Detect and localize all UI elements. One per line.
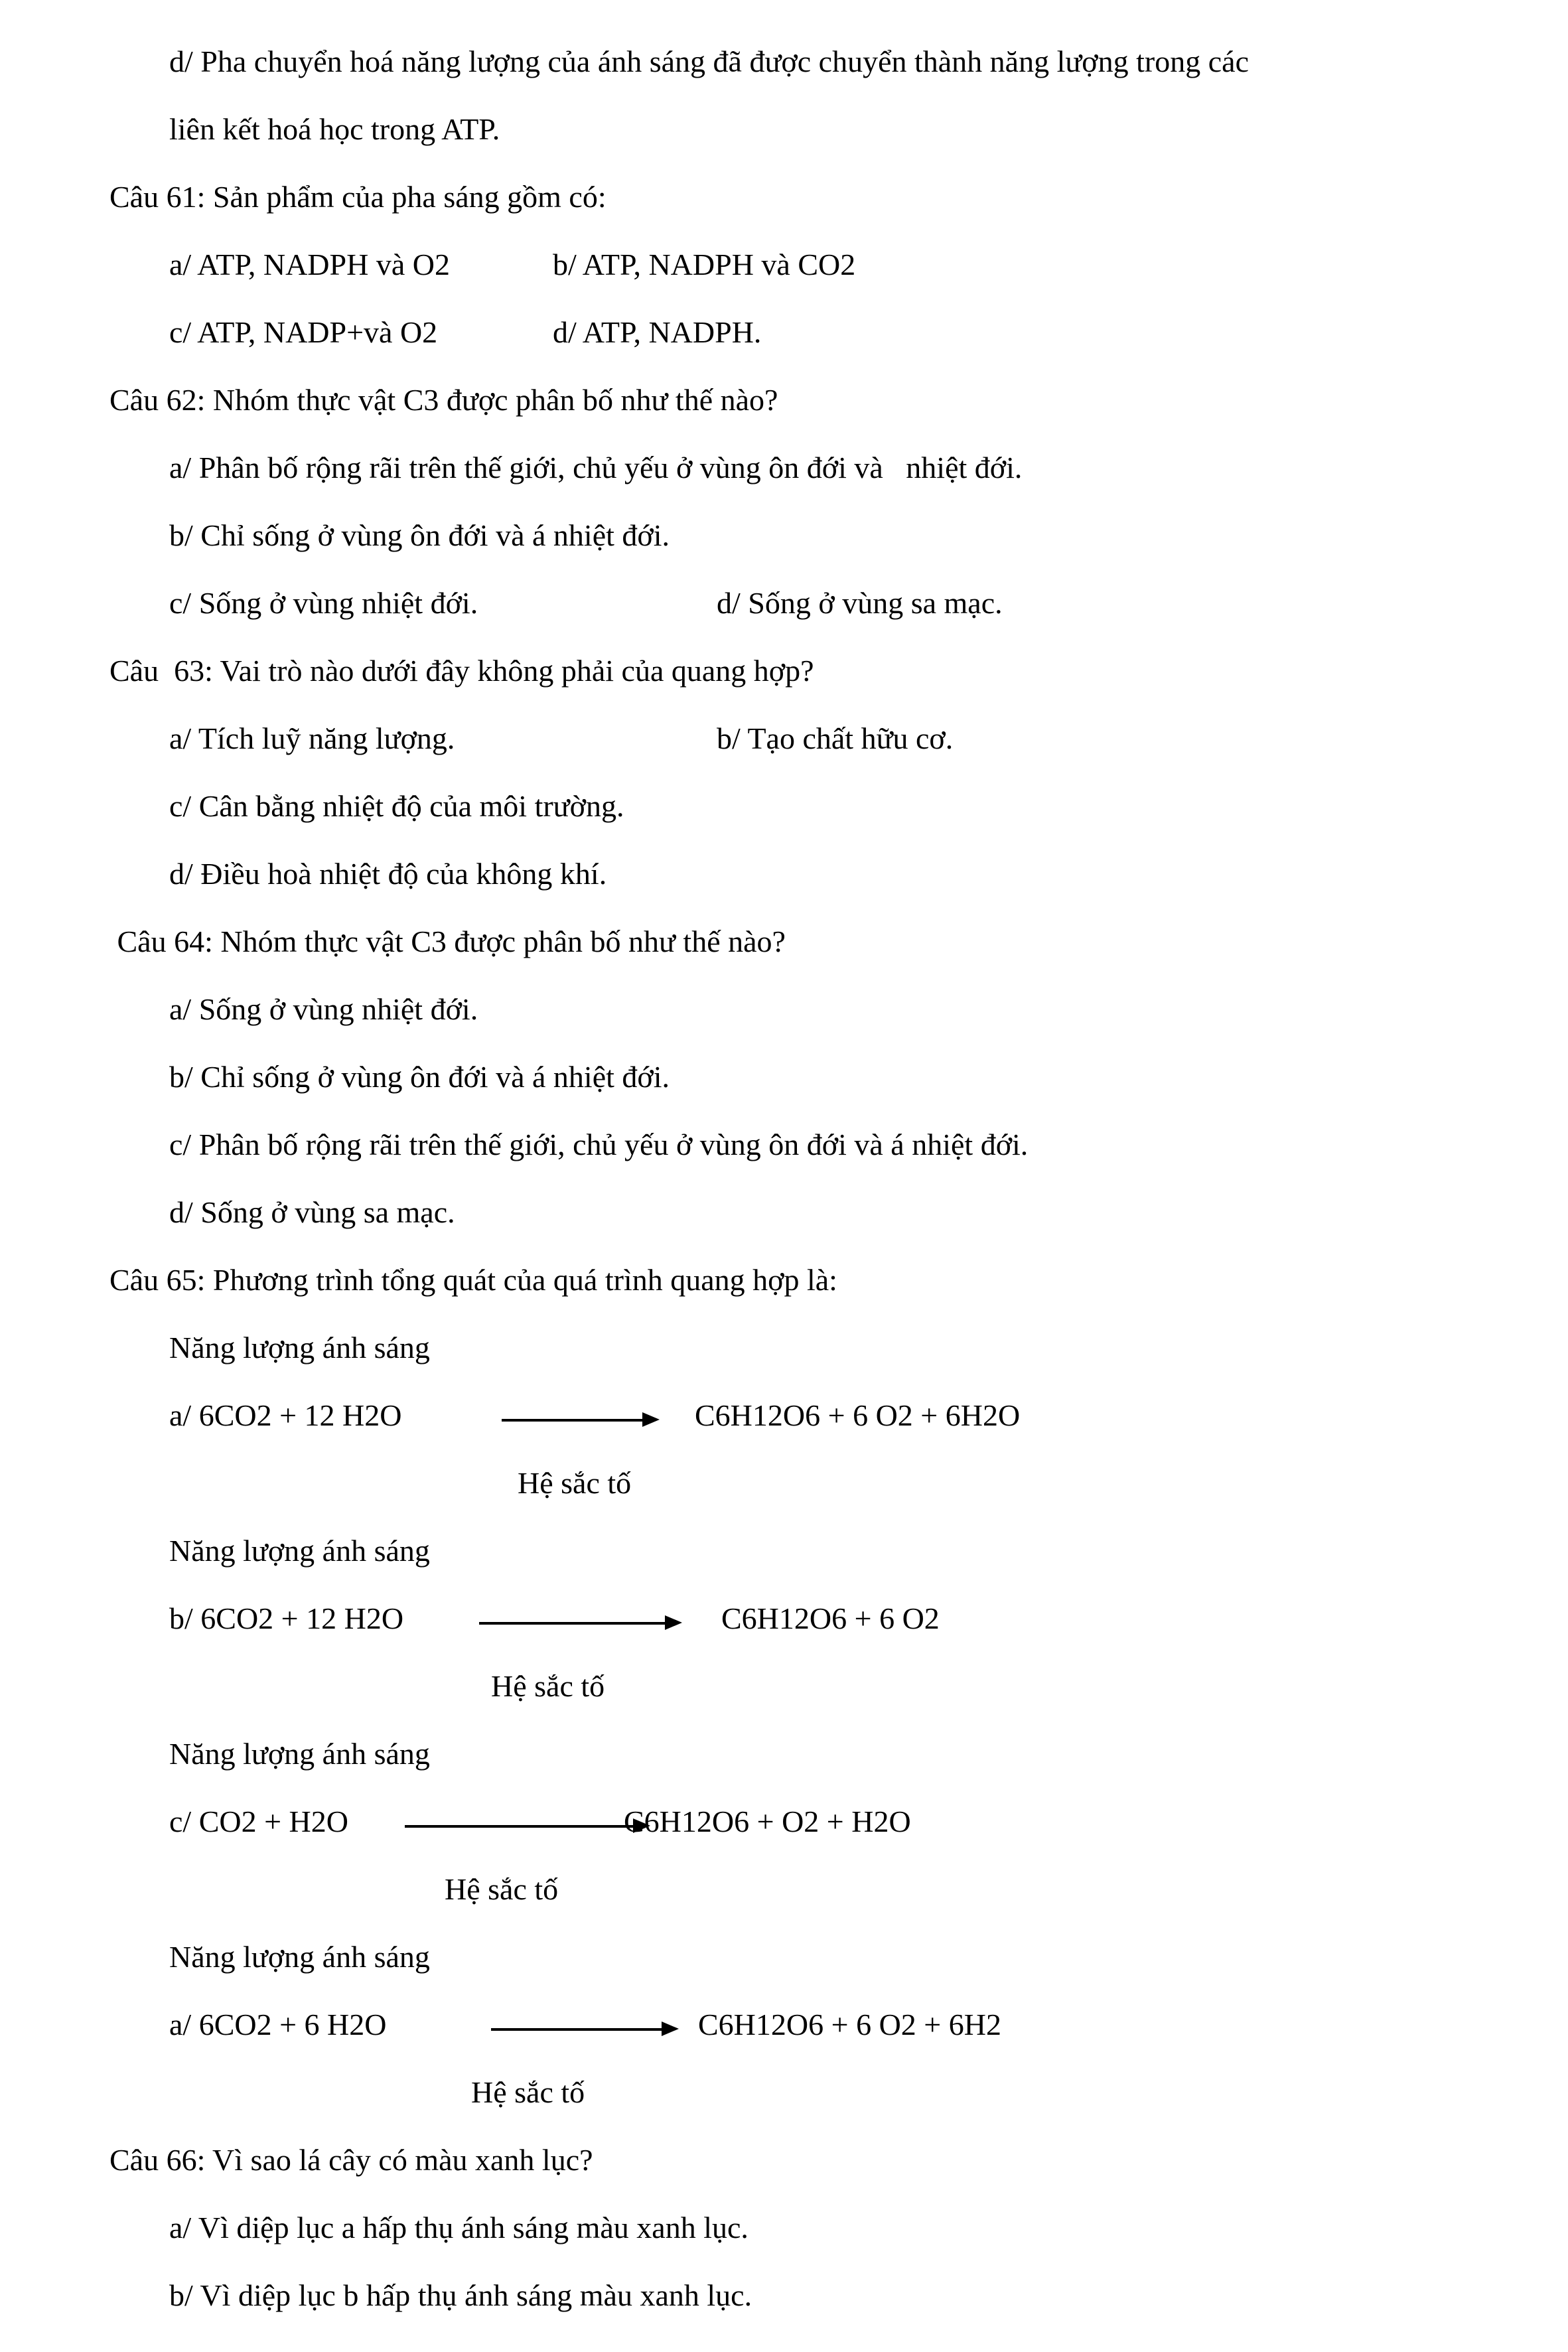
- answer-option: a/ Tích luỹ năng lượng.: [169, 721, 455, 755]
- answer-option: b/ Vì diệp lục b hấp thụ ánh sáng màu xanh lục.: [169, 2278, 752, 2312]
- equation-line: [0, 1991, 1568, 2059]
- equation-energy-label: Năng lượng ánh sáng: [169, 1737, 430, 1771]
- equation-line: [0, 1382, 1568, 1449]
- equation-products: C6H12O6 + 6 O2 + 6H2O: [695, 1398, 1021, 1432]
- answer-option: a/ ATP, NADPH và O2: [169, 248, 450, 281]
- equation-products: C6H12O6 + 6 O2 + 6H2: [698, 2008, 1001, 2041]
- answer-option: a/ Vì diệp lục a hấp thụ ánh sáng màu xanh lục.: [169, 2211, 748, 2244]
- equation-block: [0, 1517, 1568, 1720]
- answer-option-row: [0, 705, 1568, 772]
- equation-energy-label: Năng lượng ánh sáng: [169, 1331, 430, 1364]
- answer-option: c/ Cân bằng nhiệt độ của môi trường.: [169, 789, 624, 823]
- equation-products: C6H12O6 + O2 + H2O: [624, 1804, 911, 1838]
- answer-option: b/ Tạo chất hữu cơ.: [717, 721, 954, 755]
- equation-pigment-label: Hệ sắc tố: [471, 2075, 585, 2109]
- reaction-arrow-icon: [405, 1825, 633, 1828]
- answer-option: d/ Sống ở vùng sa mạc.: [717, 586, 1003, 620]
- question-heading: Câu 62: Nhóm thực vật C3 được phân bố như thế nào?: [109, 383, 778, 417]
- answer-option: a/ Sống ở vùng nhiệt đới.: [169, 992, 478, 1026]
- question-heading: Câu 66: Vì sao lá cây có màu xanh lục?: [109, 2143, 593, 2177]
- question-heading: Câu 63: Vai trò nào dưới đây không phải của quang hợp?: [109, 654, 814, 688]
- equation-block: [0, 1314, 1568, 1517]
- answer-option: a/ Phân bố rộng rãi trên thế giới, chủ yếu ở vùng ôn đới và nhiệt đới.: [169, 451, 1023, 484]
- answer-option: c/ Phân bố rộng rãi trên thế giới, chủ yếu ở vùng ôn đới và á nhiệt đới.: [169, 1128, 1029, 1161]
- answer-option-row: [0, 231, 1568, 299]
- equation-line: [0, 1788, 1568, 1856]
- answer-option: d/ Sống ở vùng sa mạc.: [169, 1195, 455, 1229]
- answer-option: d/ ATP, NADPH.: [553, 315, 762, 349]
- answer-option: d/ Điều hoà nhiệt độ của không khí.: [169, 857, 607, 891]
- answer-option: b/ Chỉ sống ở vùng ôn đới và á nhiệt đới.: [169, 518, 670, 552]
- equation-products: C6H12O6 + 6 O2: [721, 1601, 940, 1635]
- reaction-arrow-icon: [502, 1419, 642, 1422]
- answer-option: liên kết hoá học trong ATP.: [169, 112, 500, 146]
- answer-option: b/ ATP, NADPH và CO2: [553, 248, 856, 281]
- answer-option: b/ Chỉ sống ở vùng ôn đới và á nhiệt đới.: [169, 1060, 670, 1094]
- question-heading: Câu 64: Nhóm thực vật C3 được phân bố như thế nào?: [109, 924, 786, 958]
- equation-reactants: a/ 6CO2 + 6 H2O: [169, 2008, 387, 2041]
- answer-option: c/ Sống ở vùng nhiệt đới.: [169, 586, 478, 620]
- reaction-arrow-icon: [491, 2028, 662, 2031]
- equation-energy-label: Năng lượng ánh sáng: [169, 1940, 430, 1974]
- equation-reactants: c/ CO2 + H2O: [169, 1804, 348, 1838]
- equation-block: [0, 1720, 1568, 1923]
- equation-reactants: b/ 6CO2 + 12 H2O: [169, 1601, 404, 1635]
- answer-option: d/ Pha chuyển hoá năng lượng của ánh sáng đã được chuyển thành năng lượng trong các: [169, 44, 1249, 78]
- question-heading: Câu 65: Phương trình tổng quát của quá trình quang hợp là:: [109, 1263, 837, 1297]
- equation-line: [0, 1585, 1568, 1653]
- answer-option-row: [0, 569, 1568, 637]
- answer-option: c/ ATP, NADP+và O2: [169, 315, 438, 349]
- equation-pigment-label: Hệ sắc tố: [491, 1669, 605, 1703]
- reaction-arrow-icon: [479, 1622, 665, 1625]
- equation-pigment-label: Hệ sắc tố: [445, 1872, 559, 1906]
- equation-block: [0, 1923, 1568, 2126]
- answer-option-row: [0, 299, 1568, 366]
- equation-reactants: a/ 6CO2 + 12 H2O: [169, 1398, 402, 1432]
- equation-energy-label: Năng lượng ánh sáng: [169, 1534, 430, 1568]
- question-heading: Câu 61: Sản phẩm của pha sáng gồm có:: [109, 180, 606, 214]
- equation-pigment-label: Hệ sắc tố: [518, 1466, 632, 1500]
